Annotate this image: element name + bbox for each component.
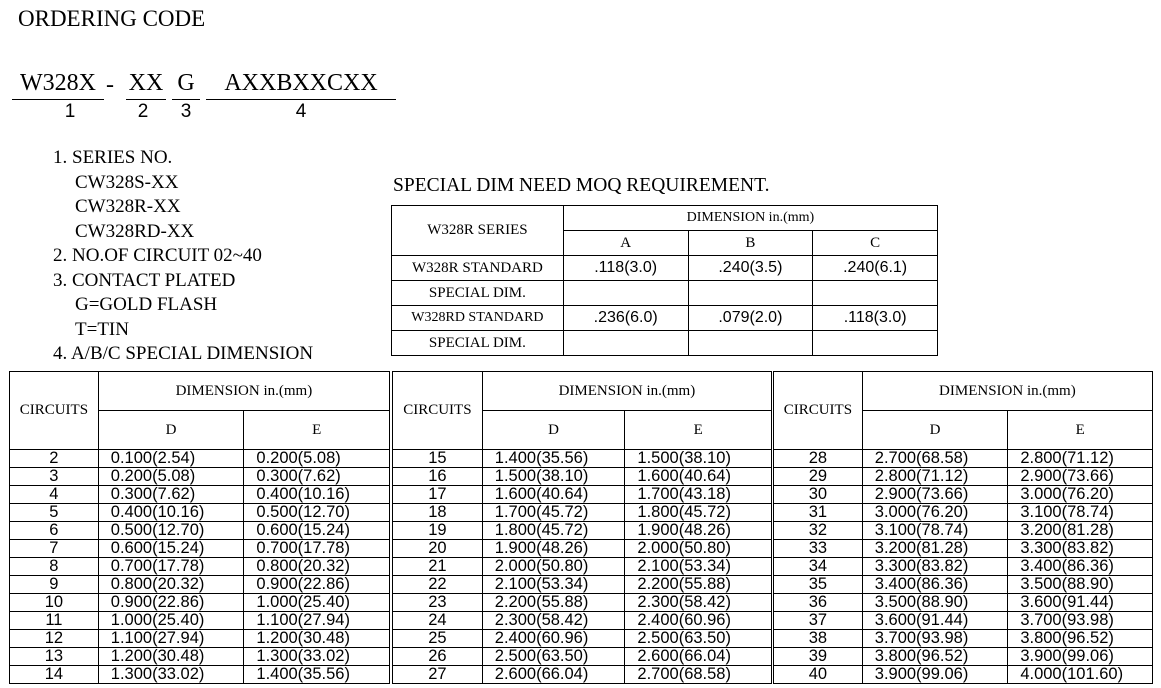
circuits-header: CIRCUITS — [774, 372, 863, 450]
circuit-count: 36 — [774, 594, 863, 612]
dim-b-value: .079(2.0) — [688, 306, 813, 331]
table-row — [393, 450, 772, 468]
circuit-count: 11 — [10, 612, 99, 630]
dim-d-value: 2.500(63.50) — [482, 648, 625, 666]
legend-series-option: CW328S-XX — [75, 171, 179, 193]
circuit-count: 21 — [393, 558, 483, 576]
code-part-plating: G — [177, 70, 195, 96]
dim-d-value: 0.700(17.78) — [98, 558, 244, 576]
table-row — [393, 558, 772, 576]
dim-d-value: 3.900(99.06) — [862, 666, 1008, 684]
table-row — [10, 558, 390, 576]
dim-d-value: 2.100(53.34) — [482, 576, 625, 594]
dim-e-value: 0.300(7.62) — [244, 468, 390, 486]
code-number: 1 — [64, 101, 76, 122]
dim-e-value: 0.900(22.86) — [244, 576, 390, 594]
dim-c-value — [813, 281, 938, 306]
table-row — [393, 666, 772, 684]
circuit-count: 16 — [393, 468, 483, 486]
table-row — [392, 281, 938, 306]
circuit-count: 31 — [774, 504, 863, 522]
dim-e-value: 2.300(58.42) — [625, 594, 772, 612]
legend-series-option: CW328RD-XX — [75, 220, 195, 242]
dim-e-value: 2.000(50.80) — [625, 540, 772, 558]
circuit-count: 8 — [10, 558, 99, 576]
dim-d-value: 0.800(20.32) — [98, 576, 244, 594]
code-number: 4 — [295, 101, 307, 122]
dim-e-value: 3.400(86.36) — [1008, 558, 1153, 576]
col-header-d: D — [98, 411, 244, 450]
circuit-count: 34 — [774, 558, 863, 576]
dim-e-value: 1.000(25.40) — [244, 594, 390, 612]
table-row — [774, 522, 1153, 540]
dim-e-value: 3.200(81.28) — [1008, 522, 1153, 540]
dim-e-value: 0.700(17.78) — [244, 540, 390, 558]
table-row — [392, 331, 938, 356]
dim-e-value: 2.600(66.04) — [625, 648, 772, 666]
dim-d-value: 1.400(35.56) — [482, 450, 625, 468]
dim-d-value: 2.000(50.80) — [482, 558, 625, 576]
dim-e-value: 2.800(71.12) — [1008, 450, 1153, 468]
legend-item-special: 4. A/B/C SPECIAL DIMENSION — [53, 343, 314, 364]
dim-d-value: 2.200(55.88) — [482, 594, 625, 612]
dim-d-value: 3.000(76.20) — [862, 504, 1008, 522]
code-part-special: AXXBXXCXX — [224, 70, 378, 96]
dim-e-value: 2.200(55.88) — [625, 576, 772, 594]
table-row — [774, 576, 1153, 594]
dim-e-value: 0.400(10.16) — [244, 486, 390, 504]
dim-e-value: 3.800(96.52) — [1008, 630, 1153, 648]
circuit-count: 3 — [10, 468, 99, 486]
page-title: ORDERING CODE — [18, 6, 206, 31]
table-row — [10, 630, 390, 648]
row-label: SPECIAL DIM. — [392, 281, 564, 306]
table-row — [392, 306, 938, 331]
table-row — [774, 630, 1153, 648]
dim-d-value: 2.600(66.04) — [482, 666, 625, 684]
circuit-count: 29 — [774, 468, 863, 486]
dim-a-value: .236(6.0) — [563, 306, 688, 331]
table-row — [393, 468, 772, 486]
dim-e-value: 2.500(63.50) — [625, 630, 772, 648]
circuit-dimension-table — [392, 371, 772, 684]
circuit-count: 37 — [774, 612, 863, 630]
table-row — [10, 522, 390, 540]
circuit-count: 19 — [393, 522, 483, 540]
table-row — [392, 256, 938, 281]
dim-d-value: 2.400(60.96) — [482, 630, 625, 648]
row-label: W328R STANDARD — [392, 256, 564, 281]
dim-d-value: 1.600(40.64) — [482, 486, 625, 504]
dim-d-value: 3.100(78.74) — [862, 522, 1008, 540]
circuit-count: 25 — [393, 630, 483, 648]
dim-e-value: 2.400(60.96) — [625, 612, 772, 630]
table-row — [393, 648, 772, 666]
circuit-count: 38 — [774, 630, 863, 648]
row-label: SPECIAL DIM. — [392, 331, 564, 356]
dim-d-value: 2.900(73.66) — [862, 486, 1008, 504]
table-row — [10, 612, 390, 630]
dim-b-value — [688, 281, 813, 306]
dim-a-value — [563, 331, 688, 356]
code-underline — [172, 99, 200, 100]
dim-d-value: 1.500(38.10) — [482, 468, 625, 486]
dim-d-value: 1.000(25.40) — [98, 612, 244, 630]
special-dimension-table — [391, 205, 938, 356]
table-row — [10, 648, 390, 666]
circuit-count: 18 — [393, 504, 483, 522]
col-header-b: B — [688, 231, 813, 256]
table-row — [393, 630, 772, 648]
dim-d-value: 0.300(7.62) — [98, 486, 244, 504]
table-row — [10, 594, 390, 612]
code-separator: - — [106, 72, 114, 98]
col-header-e: E — [1008, 411, 1153, 450]
circuit-count: 5 — [10, 504, 99, 522]
dim-e-value: 0.800(20.32) — [244, 558, 390, 576]
dim-e-value: 0.500(12.70) — [244, 504, 390, 522]
code-underline — [12, 99, 104, 100]
table-row — [774, 504, 1153, 522]
table-row — [10, 576, 390, 594]
circuit-count: 14 — [10, 666, 99, 684]
dim-e-value: 3.000(76.20) — [1008, 486, 1153, 504]
dim-e-value: 4.000(101.60) — [1008, 666, 1153, 684]
legend-series-option: CW328R-XX — [75, 196, 181, 217]
code-part-circuits: XX — [128, 70, 164, 96]
dim-c-value — [813, 331, 938, 356]
col-header-c: C — [813, 231, 938, 256]
code-underline — [126, 99, 166, 100]
dim-e-value: 1.700(43.18) — [625, 486, 772, 504]
legend — [53, 146, 313, 367]
table-row — [393, 540, 772, 558]
table-row — [774, 468, 1153, 486]
dim-d-value: 3.700(93.98) — [862, 630, 1008, 648]
table-row — [10, 504, 390, 522]
circuit-count: 6 — [10, 522, 99, 540]
dim-e-value: 1.600(40.64) — [625, 468, 772, 486]
circuit-count: 20 — [393, 540, 483, 558]
dim-e-value: 1.500(38.10) — [625, 450, 772, 468]
dim-d-value: 1.100(27.94) — [98, 630, 244, 648]
table-row — [774, 558, 1153, 576]
table-row — [10, 486, 390, 504]
dim-c-value: .240(6.1) — [813, 256, 938, 281]
dim-e-value: 1.400(35.56) — [244, 666, 390, 684]
dim-d-value: 3.200(81.28) — [862, 540, 1008, 558]
dim-d-value: 1.300(33.02) — [98, 666, 244, 684]
dim-d-value: 3.500(88.90) — [862, 594, 1008, 612]
circuit-count: 32 — [774, 522, 863, 540]
circuit-count: 7 — [10, 540, 99, 558]
circuit-count: 12 — [10, 630, 99, 648]
code-underline — [206, 99, 396, 100]
dim-e-value: 0.200(5.08) — [244, 450, 390, 468]
circuit-count: 9 — [10, 576, 99, 594]
dim-d-value: 0.400(10.16) — [98, 504, 244, 522]
table-row — [393, 612, 772, 630]
table-row — [774, 594, 1153, 612]
table-row — [10, 450, 390, 468]
dim-e-value: 2.900(73.66) — [1008, 468, 1153, 486]
circuit-count: 40 — [774, 666, 863, 684]
dim-e-value: 1.300(33.02) — [244, 648, 390, 666]
dim-d-value: 2.300(58.42) — [482, 612, 625, 630]
circuit-count: 4 — [10, 486, 99, 504]
dim-e-value: 1.100(27.94) — [244, 612, 390, 630]
dim-d-value: 2.700(68.58) — [862, 450, 1008, 468]
dim-d-value: 1.900(48.26) — [482, 540, 625, 558]
legend-plating-option: G=GOLD FLASH — [75, 294, 218, 315]
dim-d-value: 0.100(2.54) — [98, 450, 244, 468]
table-row — [10, 666, 390, 684]
circuit-count: 24 — [393, 612, 483, 630]
table-row — [774, 648, 1153, 666]
table-row — [774, 612, 1153, 630]
col-header-d: D — [862, 411, 1008, 450]
dim-d-value: 0.600(15.24) — [98, 540, 244, 558]
dim-c-value: .118(3.0) — [813, 306, 938, 331]
circuit-count: 30 — [774, 486, 863, 504]
circuit-count: 23 — [393, 594, 483, 612]
circuit-count: 2 — [10, 450, 99, 468]
circuit-count: 13 — [10, 648, 99, 666]
table-row — [393, 594, 772, 612]
legend-item-series: 1. SERIES NO. — [53, 147, 173, 168]
table-row — [774, 450, 1153, 468]
col-header-d: D — [482, 411, 625, 450]
col-header-a: A — [563, 231, 688, 256]
circuit-dimension-table — [9, 371, 390, 684]
dim-e-value: 3.600(91.44) — [1008, 594, 1153, 612]
code-part-series: W328X — [20, 70, 96, 96]
dim-d-value: 0.500(12.70) — [98, 522, 244, 540]
table-row — [393, 522, 772, 540]
circuit-count: 28 — [774, 450, 863, 468]
dimension-header: DIMENSION in.(mm) — [862, 372, 1152, 411]
legend-plating-option: T=TIN — [75, 318, 129, 340]
table-row — [393, 576, 772, 594]
table-row — [774, 540, 1153, 558]
table-row — [10, 540, 390, 558]
circuit-count: 27 — [393, 666, 483, 684]
circuit-count: 26 — [393, 648, 483, 666]
col-header-e: E — [244, 411, 390, 450]
dim-e-value: 2.100(53.34) — [625, 558, 772, 576]
dim-e-value: 0.600(15.24) — [244, 522, 390, 540]
dim-e-value: 3.900(99.06) — [1008, 648, 1153, 666]
dim-d-value: 0.900(22.86) — [98, 594, 244, 612]
dim-d-value: 0.200(5.08) — [98, 468, 244, 486]
dim-e-value: 1.800(45.72) — [625, 504, 772, 522]
dim-a-value — [563, 281, 688, 306]
dim-a-value: .118(3.0) — [563, 256, 688, 281]
dim-d-value: 3.800(96.52) — [862, 648, 1008, 666]
circuit-count: 15 — [393, 450, 483, 468]
circuit-count: 33 — [774, 540, 863, 558]
series-header: W328R SERIES — [392, 206, 564, 256]
table-row — [10, 468, 390, 486]
dim-d-value: 3.600(91.44) — [862, 612, 1008, 630]
circuit-count: 35 — [774, 576, 863, 594]
dim-b-value: .240(3.5) — [688, 256, 813, 281]
dim-b-value — [688, 331, 813, 356]
circuit-count: 22 — [393, 576, 483, 594]
dim-d-value: 3.300(83.82) — [862, 558, 1008, 576]
dim-d-value: 1.800(45.72) — [482, 522, 625, 540]
circuits-header: CIRCUITS — [393, 372, 483, 450]
moq-title: SPECIAL DIM NEED MOQ REQUIREMENT. — [393, 175, 770, 196]
dim-e-value: 1.900(48.26) — [625, 522, 772, 540]
dim-d-value: 2.800(71.12) — [862, 468, 1008, 486]
dim-e-value: 3.700(93.98) — [1008, 612, 1153, 630]
table-row — [393, 486, 772, 504]
dim-e-value: 3.500(88.90) — [1008, 576, 1153, 594]
legend-item-circuits: 2. NO.OF CIRCUIT 02~40 — [53, 245, 262, 266]
dim-e-value: 2.700(68.58) — [625, 666, 772, 684]
dimension-header: DIMENSION in.(mm) — [563, 206, 937, 231]
dim-d-value: 1.200(30.48) — [98, 648, 244, 666]
dimension-header: DIMENSION in.(mm) — [98, 372, 389, 411]
col-header-e: E — [625, 411, 772, 450]
circuit-count: 39 — [774, 648, 863, 666]
dim-d-value: 3.400(86.36) — [862, 576, 1008, 594]
dim-e-value: 3.300(83.82) — [1008, 540, 1153, 558]
circuit-count: 10 — [10, 594, 99, 612]
circuits-header: CIRCUITS — [10, 372, 99, 450]
code-number: 3 — [180, 101, 192, 122]
circuit-dimension-table — [773, 371, 1153, 684]
dim-e-value: 1.200(30.48) — [244, 630, 390, 648]
circuit-count: 17 — [393, 486, 483, 504]
row-label: W328RD STANDARD — [392, 306, 564, 331]
legend-item-plating: 3. CONTACT PLATED — [53, 269, 236, 291]
dimension-header: DIMENSION in.(mm) — [482, 372, 771, 411]
table-row — [393, 504, 772, 522]
table-row — [774, 666, 1153, 684]
table-row — [774, 486, 1153, 504]
dim-d-value: 1.700(45.72) — [482, 504, 625, 522]
dim-e-value: 3.100(78.74) — [1008, 504, 1153, 522]
code-number: 2 — [137, 101, 149, 122]
